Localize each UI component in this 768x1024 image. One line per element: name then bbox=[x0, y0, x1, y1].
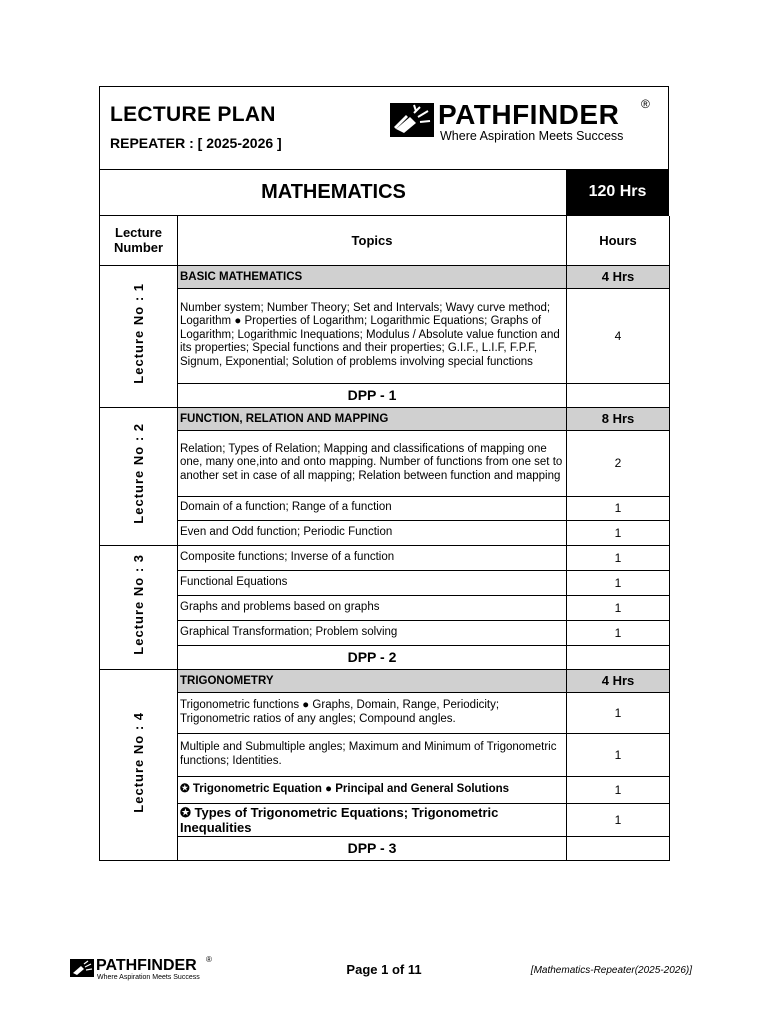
table-row bbox=[100, 496, 670, 520]
page-number: Page 1 of 11 bbox=[346, 962, 422, 977]
lecture-number-header: Lecture Number bbox=[100, 216, 178, 265]
footer-logo-tagline: Where Aspiration Meets Success bbox=[97, 974, 200, 981]
table-row bbox=[100, 620, 670, 645]
table-row bbox=[100, 545, 670, 570]
topic-cell: Graphical Transformation; Problem solving bbox=[178, 620, 567, 645]
lecture-2-cell bbox=[100, 407, 178, 545]
table-row bbox=[100, 776, 670, 803]
lecture-4-label: Lecture No : 4 bbox=[131, 711, 146, 813]
empty-hours-cell bbox=[567, 836, 670, 860]
subject-bar bbox=[99, 170, 669, 216]
lecture-1-cell bbox=[100, 265, 178, 407]
dpp-label: DPP - 1 bbox=[178, 383, 567, 407]
table-row bbox=[100, 430, 670, 496]
footer-logo-name: PATHFINDER bbox=[96, 957, 197, 974]
topic-cell: Trigonometric functions ● Graphs, Domain, Range, Periodicity; Trigonometric ratios of any angles; Compound angles. bbox=[178, 692, 567, 733]
topic-cell: Domain of a function; Range of a function bbox=[178, 496, 567, 520]
hours-cell: 1 bbox=[567, 545, 670, 570]
hours-cell: 4 bbox=[567, 288, 670, 383]
table-row bbox=[100, 595, 670, 620]
table-row bbox=[100, 803, 670, 836]
hours-cell: 1 bbox=[567, 776, 670, 803]
empty-hours-cell bbox=[567, 383, 670, 407]
section-title-function: FUNCTION, RELATION AND MAPPING bbox=[178, 407, 567, 430]
logo-registered-mark: ® bbox=[641, 97, 650, 111]
topic-cell: Composite functions; Inverse of a function bbox=[178, 545, 567, 570]
empty-hours-cell bbox=[567, 645, 670, 669]
dpp-label: DPP - 2 bbox=[178, 645, 567, 669]
lecture-plan-sheet bbox=[99, 86, 669, 861]
section-header-row bbox=[100, 265, 670, 288]
topic-cell: Graphs and problems based on graphs bbox=[178, 595, 567, 620]
page-title: LECTURE PLAN bbox=[110, 103, 276, 126]
table-row bbox=[100, 288, 670, 383]
logo-name: PATHFINDER bbox=[438, 99, 620, 130]
page-footer bbox=[0, 955, 768, 995]
subject-total-hours: 120 Hrs bbox=[566, 169, 669, 215]
topic-cell: Functional Equations bbox=[178, 570, 567, 595]
section-title-trig: TRIGONOMETRY bbox=[178, 669, 567, 692]
topic-cell: Even and Odd function; Periodic Function bbox=[178, 520, 567, 545]
topic-cell: Relation; Types of Relation; Mapping and classifications of mapping one one, many one,into and onto mapping. Number of functions from one set to another set in case of all mapping; Relation between function and mapping bbox=[178, 430, 567, 496]
topic-cell: ✪ Types of Trigonometric Equations; Trigonometric Inequalities bbox=[178, 803, 567, 836]
section-header-row bbox=[100, 407, 670, 430]
lecture-2-label: Lecture No : 2 bbox=[131, 423, 146, 524]
table-header-row bbox=[100, 216, 670, 265]
lecture-plan-table bbox=[99, 216, 670, 861]
subject-name: MATHEMATICS bbox=[261, 181, 406, 203]
header-block bbox=[99, 86, 669, 170]
document-reference: [Mathematics-Repeater(2025-2026)] bbox=[530, 965, 692, 976]
table-row bbox=[100, 520, 670, 545]
pathfinder-logo-icon bbox=[390, 103, 434, 137]
hours-cell: 2 bbox=[567, 430, 670, 496]
lecture-3-cell bbox=[100, 545, 178, 669]
hours-cell: 1 bbox=[567, 570, 670, 595]
hours-cell: 1 bbox=[567, 620, 670, 645]
pathfinder-logo bbox=[390, 99, 650, 145]
lecture-4-cell bbox=[100, 669, 178, 860]
hours-cell: 1 bbox=[567, 496, 670, 520]
hours-cell: 1 bbox=[567, 733, 670, 776]
section-hours-basic: 4 Hrs bbox=[567, 265, 670, 288]
lecture-3-label: Lecture No : 3 bbox=[131, 554, 146, 655]
lecture-1-label: Lecture No : 1 bbox=[131, 283, 146, 384]
topic-cell: Multiple and Submultiple angles; Maximum and Minimum of Trigonometric functions; Identities. bbox=[178, 733, 567, 776]
session-subtitle: REPEATER : [ 2025-2026 ] bbox=[110, 135, 282, 151]
hours-cell: 1 bbox=[567, 520, 670, 545]
hours-cell: 1 bbox=[567, 692, 670, 733]
section-title-basic: BASIC MATHEMATICS bbox=[178, 265, 567, 288]
table-row bbox=[100, 570, 670, 595]
logo-tagline: Where Aspiration Meets Success bbox=[440, 129, 624, 143]
section-header-row bbox=[100, 669, 670, 692]
footer-logo-registered-mark: ® bbox=[206, 955, 212, 964]
section-hours-function: 8 Hrs bbox=[567, 407, 670, 430]
topic-cell: ✪ Trigonometric Equation ● Principal and General Solutions bbox=[178, 776, 567, 803]
topics-header: Topics bbox=[178, 216, 567, 265]
dpp-row bbox=[100, 836, 670, 860]
section-hours-trig: 4 Hrs bbox=[567, 669, 670, 692]
dpp-label: DPP - 3 bbox=[178, 836, 567, 860]
hours-header: Hours bbox=[567, 216, 670, 265]
dpp-row bbox=[100, 383, 670, 407]
dpp-row bbox=[100, 645, 670, 669]
hours-cell: 1 bbox=[567, 595, 670, 620]
hours-cell: 1 bbox=[567, 803, 670, 836]
topic-cell: Number system; Number Theory; Set and Intervals; Wavy curve method; Logarithm ● Properties of Logarithm; Logarithmic Equations; Graphs of Logarithm; Logarithmic Inequations; Modulus / Absolute value function and its properties; Special functions and their properties; G.I.F., L.I.F, F.P.F, Signum, Exponential; Solution of problems involving special functions bbox=[178, 288, 567, 383]
table-row bbox=[100, 733, 670, 776]
table-row bbox=[100, 692, 670, 733]
